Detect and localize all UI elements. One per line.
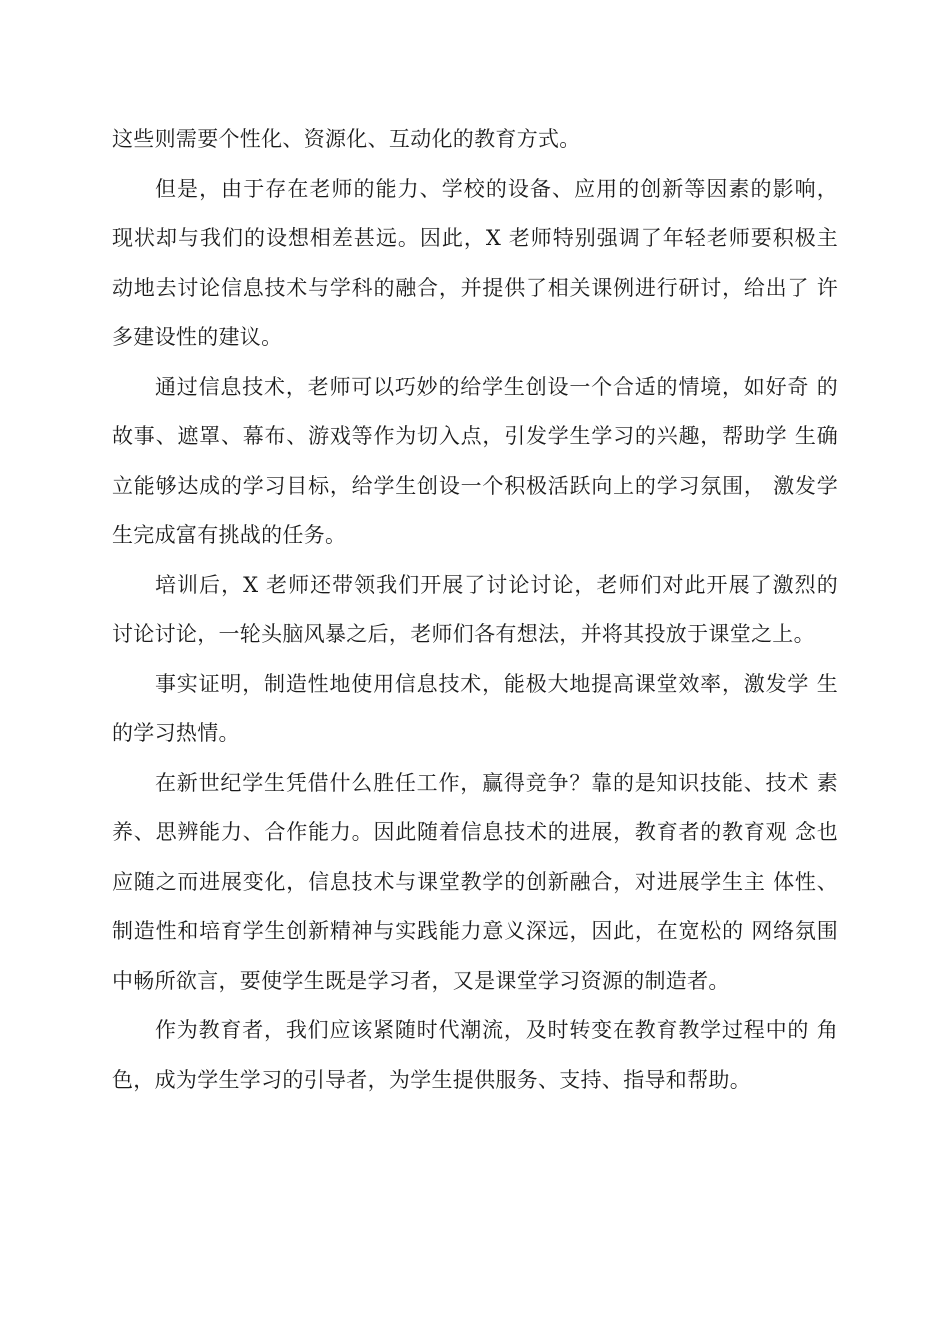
paragraph-line: 生完成富有挑战的任务。 <box>112 523 347 547</box>
paragraph-line: 通过信息技术，老师可以巧妙的给学生创设一个合适的情境，如好奇 的 <box>155 374 838 399</box>
paragraph-line: 中畅所欲言，要使学生既是学习者，又是课堂学习资源的制造者。 <box>112 968 730 993</box>
paragraph-line: 的学习热情。 <box>112 721 240 745</box>
document-body <box>112 115 838 1105</box>
paragraph-line: 应随之而进展变化，信息技术与课堂教学的创新融合，对进展学生主 体性、 <box>112 869 838 894</box>
paragraph-line: 养、思辨能力、合作能力。因此随着信息技术的进展，教育者的教育观 念也 <box>112 820 838 844</box>
paragraph-line: 这些则需要个性化、资源化、互动化的教育方式。 <box>112 127 581 151</box>
paragraph-line: 现状却与我们的设想相差甚远。因此，X 老师特别强调了年轻老师要积极主 <box>112 226 838 250</box>
paragraph-line: 立能够达成的学习目标，给学生创设一个积极活跃向上的学习氛围， 激发学 <box>112 473 838 498</box>
paragraph-line: 故事、遮罩、幕布、游戏等作为切入点，引发学生学习的兴趣，帮助学 生确 <box>112 424 838 448</box>
paragraph-line: 培训后，X 老师还带领我们开展了讨论讨论，老师们对此开展了激烈的 <box>155 572 838 597</box>
paragraph-line: 讨论讨论，一轮头脑风暴之后，老师们各有想法，并将其投放于课堂之上。 <box>112 622 815 646</box>
paragraph-line: 色，成为学生学习的引导者，为学生提供服务、支持、指导和帮助。 <box>112 1067 751 1092</box>
paragraph-line: 但是，由于存在老师的能力、学校的设备、应用的创新等因素的影响， <box>155 176 838 201</box>
paragraph-line: 在新世纪学生凭借什么胜任工作，赢得竞争？靠的是知识技能、技术 素 <box>155 770 838 795</box>
paragraph-line: 事实证明，制造性地使用信息技术，能极大地提高课堂效率，激发学 生 <box>155 671 838 696</box>
paragraph-line: 作为教育者，我们应该紧随时代潮流，及时转变在教育教学过程中的 角 <box>155 1018 838 1042</box>
paragraph-line: 制造性和培育学生创新精神与实践能力意义深远，因此，在宽松的 网络氛围 <box>112 919 838 943</box>
paragraph-line: 动地去讨论信息技术与学科的融合，并提供了相关课例进行研讨，给出了 许 <box>112 275 838 300</box>
paragraph-line: 多建设性的建议。 <box>112 325 283 349</box>
